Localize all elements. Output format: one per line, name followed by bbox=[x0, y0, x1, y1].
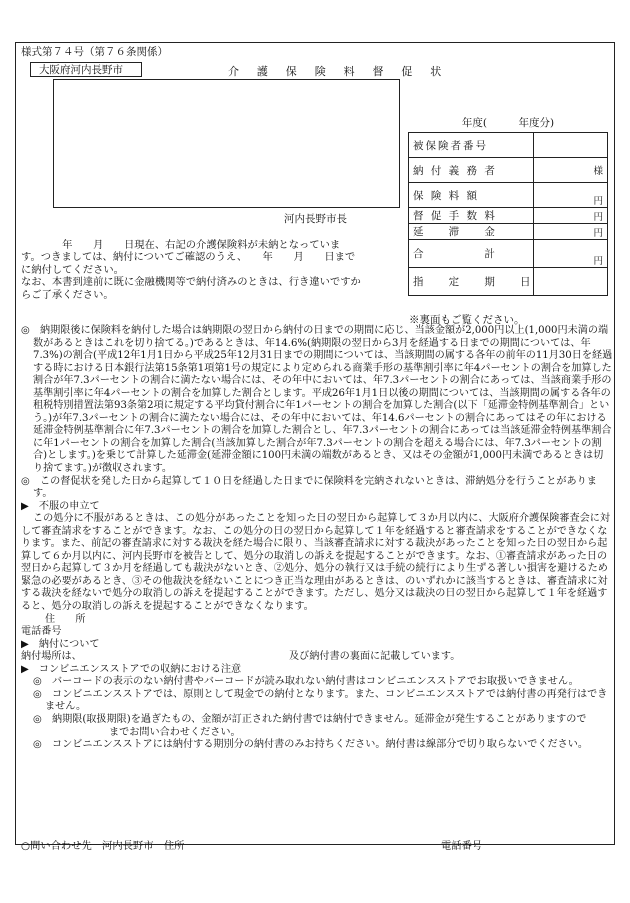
table-row bbox=[409, 240, 608, 268]
address-window bbox=[53, 79, 400, 208]
notice-line: す。つきましては、納付についてご確認のうえ、 年 月 日まで bbox=[21, 251, 356, 264]
table-row bbox=[409, 158, 608, 183]
row-label: 納 付 義 務 者 bbox=[409, 158, 534, 183]
convenience-heading: ▶ コンビニエンスストアでの収納における注意 bbox=[21, 663, 242, 675]
row-label: 合 計 bbox=[409, 240, 534, 268]
payment-place-tail: 及び納付書の裏面に記載しています。 bbox=[289, 651, 461, 663]
notice-line: なお、本書到達前に既に金融機関等で納付済みのときは、行き違いですか bbox=[21, 276, 361, 289]
city-box: 大阪府河内長野市 bbox=[30, 62, 142, 77]
convenience-note-3 bbox=[21, 714, 613, 739]
row-label: 保 険 料 額 bbox=[409, 183, 534, 208]
row-value: 円 bbox=[533, 183, 607, 208]
appeal-heading: ▶ 不服の申立て bbox=[21, 500, 100, 512]
payment-place-label: 納付場所は、 bbox=[21, 651, 82, 663]
form-number: 様式第７４号（第７６条関係） bbox=[21, 46, 168, 58]
row-label: 指 定 期 日 bbox=[409, 268, 534, 296]
payment-info-table bbox=[408, 132, 608, 296]
convenience-note-3b: までお問い合わせください。 bbox=[109, 726, 241, 738]
row-value bbox=[533, 133, 607, 158]
convenience-note-4: ◎ コンビニエンスストアには納付する期別分の納付書のみお持ちください。納付書は線部分で切り取らないでください。 bbox=[33, 739, 588, 751]
notice-text bbox=[21, 239, 406, 301]
convenience-note-3a: ◎ 納期限(取扱期限)を過ぎたもの、金額が訂正された納付書では納付できません。延滞金が発生することがありますので bbox=[33, 713, 587, 725]
convenience-note-1: ◎ バーコードの表示のない納付書やバーコードが読み取れない納付書はコンビニエンスストアでお取扱いできません。 bbox=[33, 676, 579, 688]
mayor-label: 河内長野市長 bbox=[284, 213, 347, 225]
notes-body bbox=[21, 325, 613, 752]
row-label: 延 滞 金 bbox=[409, 224, 534, 240]
back-side-note: ※裏面もご覧ください。 bbox=[409, 314, 525, 326]
table-row bbox=[409, 208, 608, 224]
notice-line: に納付してください。 bbox=[21, 263, 124, 276]
payment-heading: ▶ 納付について bbox=[21, 638, 100, 650]
appeal-paragraph: この処分に不服があるときは、この処分があったことを知った日の翌日から起算して３か月以内に、大阪府介護保険審査会に対して審査請求をすることができます。なお、この処分の日の翌日から起算して１年を経過すると審査請求をすることができなくなります。また、前記の審査請求に対する裁決を経た場合に限り、当該審査請求に対する裁決があったことを知った日の翌日から起算して６か月以内に、河内長野市を被告として、処分の取消しの訴えを提起することができます。なお、①審査請求があった日の翌日から起算して３か月を経過しても裁決がないとき、②処分、処分の執行又は手続の続行により生ずる著しい損害を避けるため緊急の必要があるとき、③その他裁決を経ないことにつき正当な理由があるときは、のいずれかに該当するときは、審査請求に対する裁決を経ないで処分の取消しの訴えを提起することができます。ただし、処分又は裁決の日の翌日から起算して１年を経過すると、処分の取消しの訴えを提起することができなくなります。 bbox=[21, 513, 611, 613]
table-row bbox=[409, 183, 608, 208]
row-value: 様 bbox=[533, 158, 607, 183]
row-value: 円 bbox=[533, 240, 607, 268]
convenience-note-2: ◎ コンビニエンスストアでは、原則として現金での納付となります。また、コンビニエンスストアでは納付書の再発行はできません。 bbox=[33, 688, 608, 713]
fiscal-year-label: 年度( 年度分) bbox=[461, 117, 555, 129]
notice-line: らご了承ください。 bbox=[21, 288, 114, 301]
table-row bbox=[409, 133, 608, 158]
disposition-paragraph: ◎ この督促状を発した日から起算して１０日を経過した日までに保険料を完納されないときは、滞納処分を行うことがあります。 bbox=[21, 475, 597, 500]
payment-place-line bbox=[21, 651, 613, 664]
row-value: 円 bbox=[533, 224, 607, 240]
table-row bbox=[409, 224, 608, 240]
late-fee-paragraph: ◎ 納期限後に保険料を納付した場合は納期限の翌日から納付の日までの期間に応じ、当該金額が2,000円以上(1,000円未満の端数があるときはこれを切り捨てる。)であるときは、年14.6%(納期限の翌日から3月を経過する日までの期間については、年7.3%)の割合(平成12年1月1日から平成25年12月31日までの期間については、当該期間の属する各年の前年の11月30日を経過する時における日本銀行法第15条第1項第1号の規定により定められる商業手形の基準割引率に年4パーセントの割合を加算した割合が年7.3パーセントの割合に満たない場合には、その年中においては、年7.3パーセントの割合にあっては、当該商業手形の基準割引率に年4パーセントの割合を加算した割合とします。平成26年1月1日以後の期間については、当該期間の属する各年の租税特別措置法第93条第2項に規定する平均貸付割合に年1パーセントの割合を加算した割合(以下「延滞金特例基準割合」という。)が年7.3パーセントの割合に満たない場合には、その年中においては、年14.6パーセントの割合にあってはその年における延滞金特例基準割合に年7.3パーセントの割合を加算した割合とし、年7.3パーセントの割合にあっては当該延滞金特例基準割合に年1パーセントの割合を加算した割合(当該加算した割合が年7.3パーセントの割合を超える場合には、年7.3パーセントの割合)とします。)を乗じて計算した延滞金(延滞金額に100円未満の端数があるとき、又はその金額が1,000円未満であるときは切り捨てます。)が徴収されます。 bbox=[21, 325, 613, 475]
row-label: 被保険者番号 bbox=[409, 133, 534, 158]
inquiry-label: ○問い合わせ先 河内長野市 住所 bbox=[21, 840, 185, 852]
footer-phone-label: 電話番号 bbox=[441, 840, 483, 852]
document-title: 介 護 保 険 料 督 促 状 bbox=[228, 65, 449, 78]
row-value bbox=[533, 268, 607, 296]
phone-label: 電話番号 bbox=[21, 626, 62, 638]
table-row bbox=[409, 268, 608, 296]
row-value: 円 bbox=[533, 208, 607, 224]
address-label: 住 所 bbox=[45, 613, 86, 625]
notice-line: 年 月 日現在、右記の介護保険料が未納となっていま bbox=[21, 239, 341, 251]
row-label: 督 促 手 数 料 bbox=[409, 208, 534, 224]
